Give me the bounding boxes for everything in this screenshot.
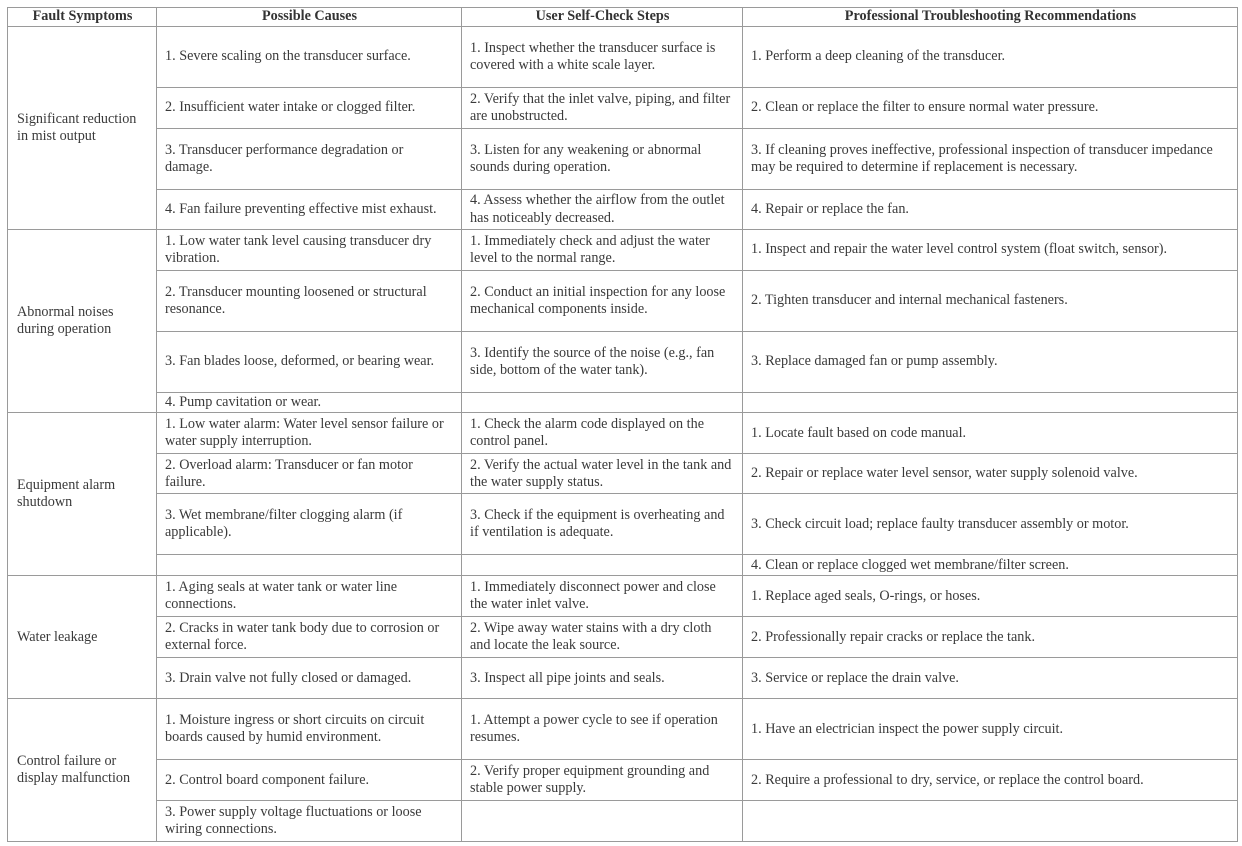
cause-cell: 3. Power supply voltage fluctuations or loose wiring connections. bbox=[157, 801, 462, 842]
cause-cell: 3. Drain valve not fully closed or damaged. bbox=[157, 658, 462, 699]
cause-cell: 1. Severe scaling on the transducer surface. bbox=[157, 27, 462, 88]
check-cell: 2. Verify that the inlet valve, piping, and filter are unobstructed. bbox=[462, 88, 743, 129]
cause-cell: 3. Transducer performance degradation or damage. bbox=[157, 129, 462, 190]
table-row bbox=[8, 190, 1238, 230]
cause-cell: 1. Moisture ingress or short circuits on circuit boards caused by humid environment. bbox=[157, 699, 462, 760]
recommendation-cell: 3. If cleaning proves ineffective, professional inspection of transducer impedance may be required to determine if replacement is necessary. bbox=[743, 129, 1238, 190]
table-row bbox=[8, 454, 1238, 494]
header-self-check-steps: User Self-Check Steps bbox=[462, 8, 743, 27]
cause-cell: 1. Low water tank level causing transducer dry vibration. bbox=[157, 230, 462, 271]
check-cell: 2. Wipe away water stains with a dry cloth and locate the leak source. bbox=[462, 617, 743, 658]
header-possible-causes: Possible Causes bbox=[157, 8, 462, 27]
recommendation-cell: 2. Professionally repair cracks or replace the tank. bbox=[743, 617, 1238, 658]
check-cell bbox=[462, 555, 743, 576]
table-row bbox=[8, 494, 1238, 555]
cause-cell: 2. Insufficient water intake or clogged filter. bbox=[157, 88, 462, 129]
check-cell: 2. Conduct an initial inspection for any loose mechanical components inside. bbox=[462, 271, 743, 332]
recommendation-cell: 1. Have an electrician inspect the power supply circuit. bbox=[743, 699, 1238, 760]
recommendation-cell: 1. Locate fault based on code manual. bbox=[743, 413, 1238, 454]
table-row bbox=[8, 555, 1238, 576]
fault-symptom-cell: Control failure or display malfunction bbox=[8, 699, 157, 842]
table-row bbox=[8, 393, 1238, 413]
cause-cell bbox=[157, 555, 462, 576]
cause-cell: 3. Wet membrane/filter clogging alarm (if applicable). bbox=[157, 494, 462, 555]
cause-cell: 3. Fan blades loose, deformed, or bearing wear. bbox=[157, 332, 462, 393]
table-row bbox=[8, 699, 1238, 760]
cause-cell: 4. Pump cavitation or wear. bbox=[157, 393, 462, 413]
table-row bbox=[8, 801, 1238, 842]
fault-symptom-cell: Equipment alarm shutdown bbox=[8, 413, 157, 576]
table-row bbox=[8, 576, 1238, 617]
check-cell: 3. Check if the equipment is overheating and if ventilation is adequate. bbox=[462, 494, 743, 555]
check-cell bbox=[462, 801, 743, 842]
header-fault-symptoms: Fault Symptoms bbox=[8, 8, 157, 27]
recommendation-cell: 2. Clean or replace the filter to ensure normal water pressure. bbox=[743, 88, 1238, 129]
fault-symptom-cell: Abnormal noises during operation bbox=[8, 230, 157, 413]
table-row bbox=[8, 658, 1238, 699]
fault-symptom-cell: Water leakage bbox=[8, 576, 157, 699]
recommendation-cell: 2. Require a professional to dry, service, or replace the control board. bbox=[743, 760, 1238, 801]
table-row bbox=[8, 413, 1238, 454]
table-row bbox=[8, 271, 1238, 332]
check-cell: 1. Immediately disconnect power and close the water inlet valve. bbox=[462, 576, 743, 617]
table-row bbox=[8, 617, 1238, 658]
check-cell: 1. Inspect whether the transducer surface is covered with a white scale layer. bbox=[462, 27, 743, 88]
check-cell: 2. Verify the actual water level in the tank and the water supply status. bbox=[462, 454, 743, 494]
cause-cell: 2. Transducer mounting loosened or structural resonance. bbox=[157, 271, 462, 332]
table-row bbox=[8, 88, 1238, 129]
cause-cell: 2. Overload alarm: Transducer or fan motor failure. bbox=[157, 454, 462, 494]
recommendation-cell bbox=[743, 801, 1238, 842]
table-row bbox=[8, 27, 1238, 88]
recommendation-cell: 2. Tighten transducer and internal mechanical fasteners. bbox=[743, 271, 1238, 332]
table-row bbox=[8, 230, 1238, 271]
recommendation-cell: 1. Perform a deep cleaning of the transducer. bbox=[743, 27, 1238, 88]
recommendation-cell: 3. Check circuit load; replace faulty transducer assembly or motor. bbox=[743, 494, 1238, 555]
check-cell: 1. Attempt a power cycle to see if operation resumes. bbox=[462, 699, 743, 760]
cause-cell: 4. Fan failure preventing effective mist exhaust. bbox=[157, 190, 462, 230]
check-cell bbox=[462, 393, 743, 413]
table-row bbox=[8, 760, 1238, 801]
recommendation-cell: 2. Repair or replace water level sensor, water supply solenoid valve. bbox=[743, 454, 1238, 494]
check-cell: 1. Immediately check and adjust the water level to the normal range. bbox=[462, 230, 743, 271]
check-cell: 3. Listen for any weakening or abnormal sounds during operation. bbox=[462, 129, 743, 190]
check-cell: 3. Identify the source of the noise (e.g., fan side, bottom of the water tank). bbox=[462, 332, 743, 393]
check-cell: 4. Assess whether the airflow from the outlet has noticeably decreased. bbox=[462, 190, 743, 230]
table-row bbox=[8, 332, 1238, 393]
recommendation-cell: 1. Replace aged seals, O-rings, or hoses. bbox=[743, 576, 1238, 617]
cause-cell: 1. Low water alarm: Water level sensor failure or water supply interruption. bbox=[157, 413, 462, 454]
recommendation-cell: 4. Repair or replace the fan. bbox=[743, 190, 1238, 230]
fault-troubleshooting-table bbox=[7, 7, 1238, 842]
cause-cell: 1. Aging seals at water tank or water line connections. bbox=[157, 576, 462, 617]
recommendation-cell bbox=[743, 393, 1238, 413]
check-cell: 3. Inspect all pipe joints and seals. bbox=[462, 658, 743, 699]
recommendation-cell: 4. Clean or replace clogged wet membrane/filter screen. bbox=[743, 555, 1238, 576]
header-row bbox=[8, 8, 1238, 27]
check-cell: 1. Check the alarm code displayed on the control panel. bbox=[462, 413, 743, 454]
cause-cell: 2. Control board component failure. bbox=[157, 760, 462, 801]
recommendation-cell: 3. Replace damaged fan or pump assembly. bbox=[743, 332, 1238, 393]
cause-cell: 2. Cracks in water tank body due to corrosion or external force. bbox=[157, 617, 462, 658]
check-cell: 2. Verify proper equipment grounding and stable power supply. bbox=[462, 760, 743, 801]
fault-symptom-cell: Significant reduction in mist output bbox=[8, 27, 157, 230]
recommendation-cell: 3. Service or replace the drain valve. bbox=[743, 658, 1238, 699]
header-professional-recommendations: Professional Troubleshooting Recommendations bbox=[743, 8, 1238, 27]
recommendation-cell: 1. Inspect and repair the water level control system (float switch, sensor). bbox=[743, 230, 1238, 271]
table-row bbox=[8, 129, 1238, 190]
